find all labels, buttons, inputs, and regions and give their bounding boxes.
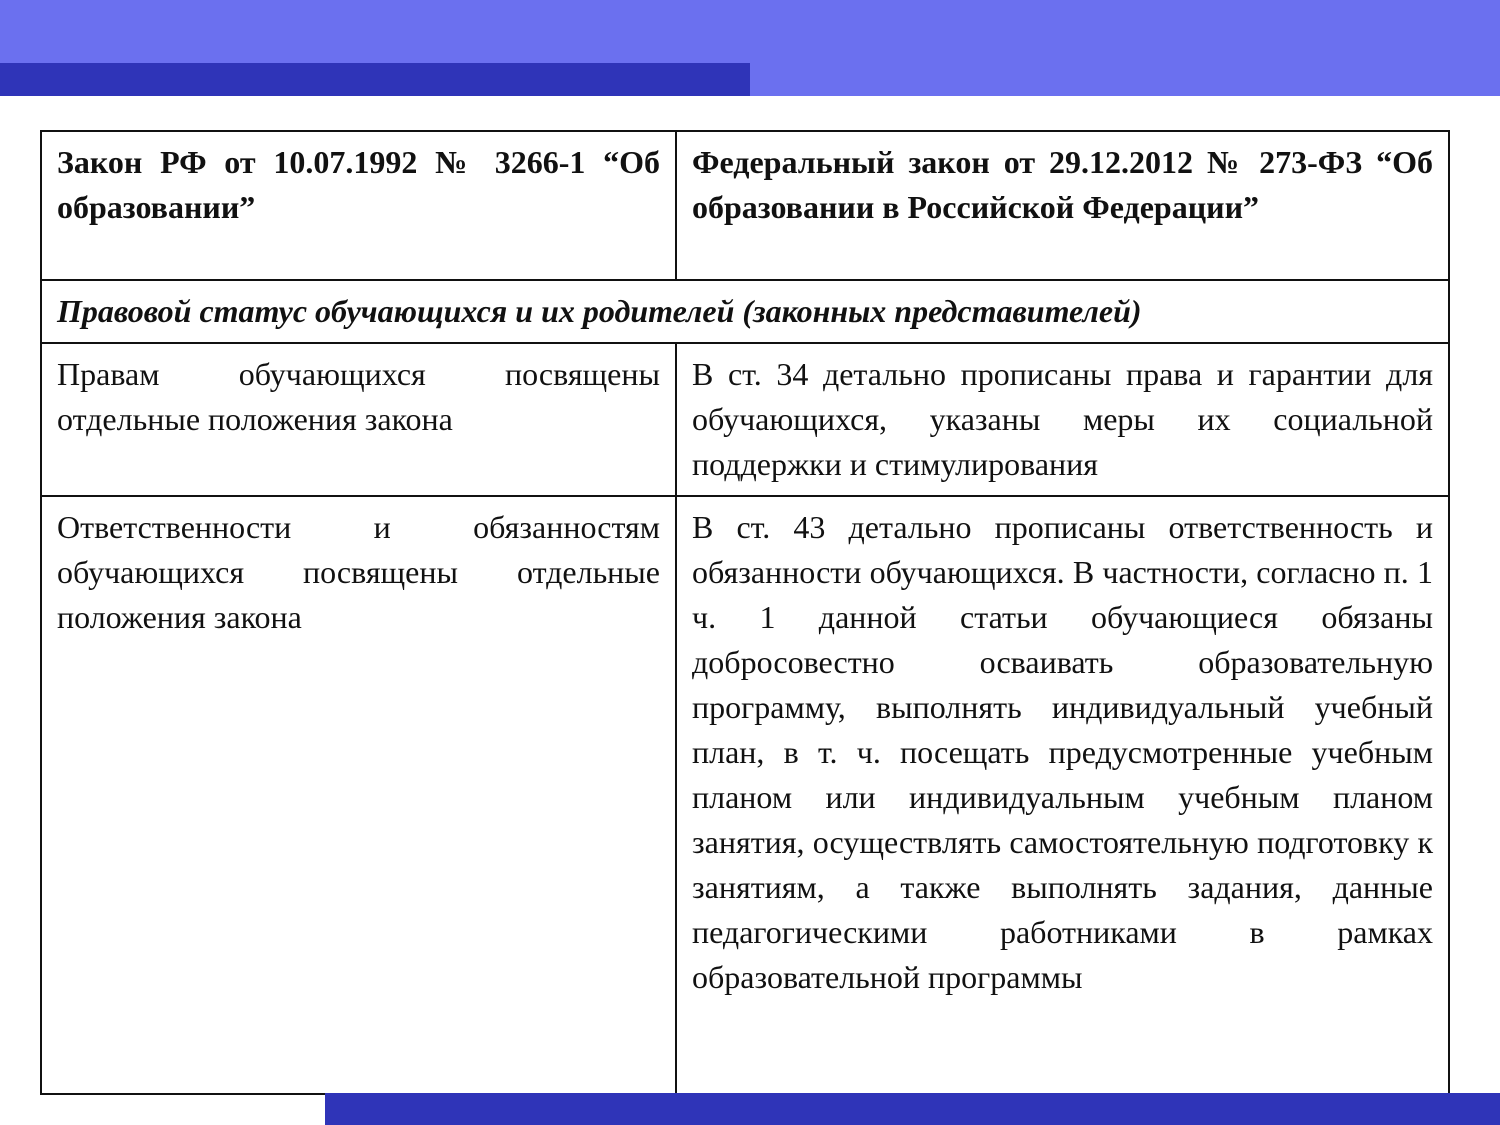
comparison-table-wrapper [40,130,1448,1095]
top-decor-band-dark [0,63,750,96]
table-row [41,496,1449,1094]
row-old-cell: Ответственности и обязанностям обучающихся посвящены отдельные положения закона [41,496,676,1094]
table-header-row [41,131,1449,280]
row-new-cell: В ст. 34 детально прописаны права и гарантии для обучающихся, указаны меры их социальной поддержки и стимулирования [676,343,1449,496]
section-title: Правовой статус обучающихся и их родителей (законных представителей) [41,280,1449,343]
table-row [41,343,1449,496]
row-new-cell: В ст. 43 детально прописаны ответственность и обязанности обучающихся. В частности, согласно п. 1 ч. 1 данной статьи обучающиеся обязаны добросовестно осваивать образовательную программу, выполнять индивидуальный учебный план, в т. ч. посещать предусмотренные учебным планом или индивидуальным учебным планом занятия, осуществлять самостоятельную подготовку к занятиям, а также выполнять задания, данные педагогическими работниками в рамках образовательной программы [676,496,1449,1094]
header-old-law: Закон РФ от 10.07.1992 № 3266-1 “Об образовании” [41,131,676,280]
section-row [41,280,1449,343]
comparison-table [40,130,1450,1095]
header-new-law: Федеральный закон от 29.12.2012 № 273-ФЗ “Об образовании в Российской Федерации” [676,131,1449,280]
bottom-decor-band [325,1093,1500,1125]
row-old-cell: Правам обучающихся посвящены отдельные положения закона [41,343,676,496]
